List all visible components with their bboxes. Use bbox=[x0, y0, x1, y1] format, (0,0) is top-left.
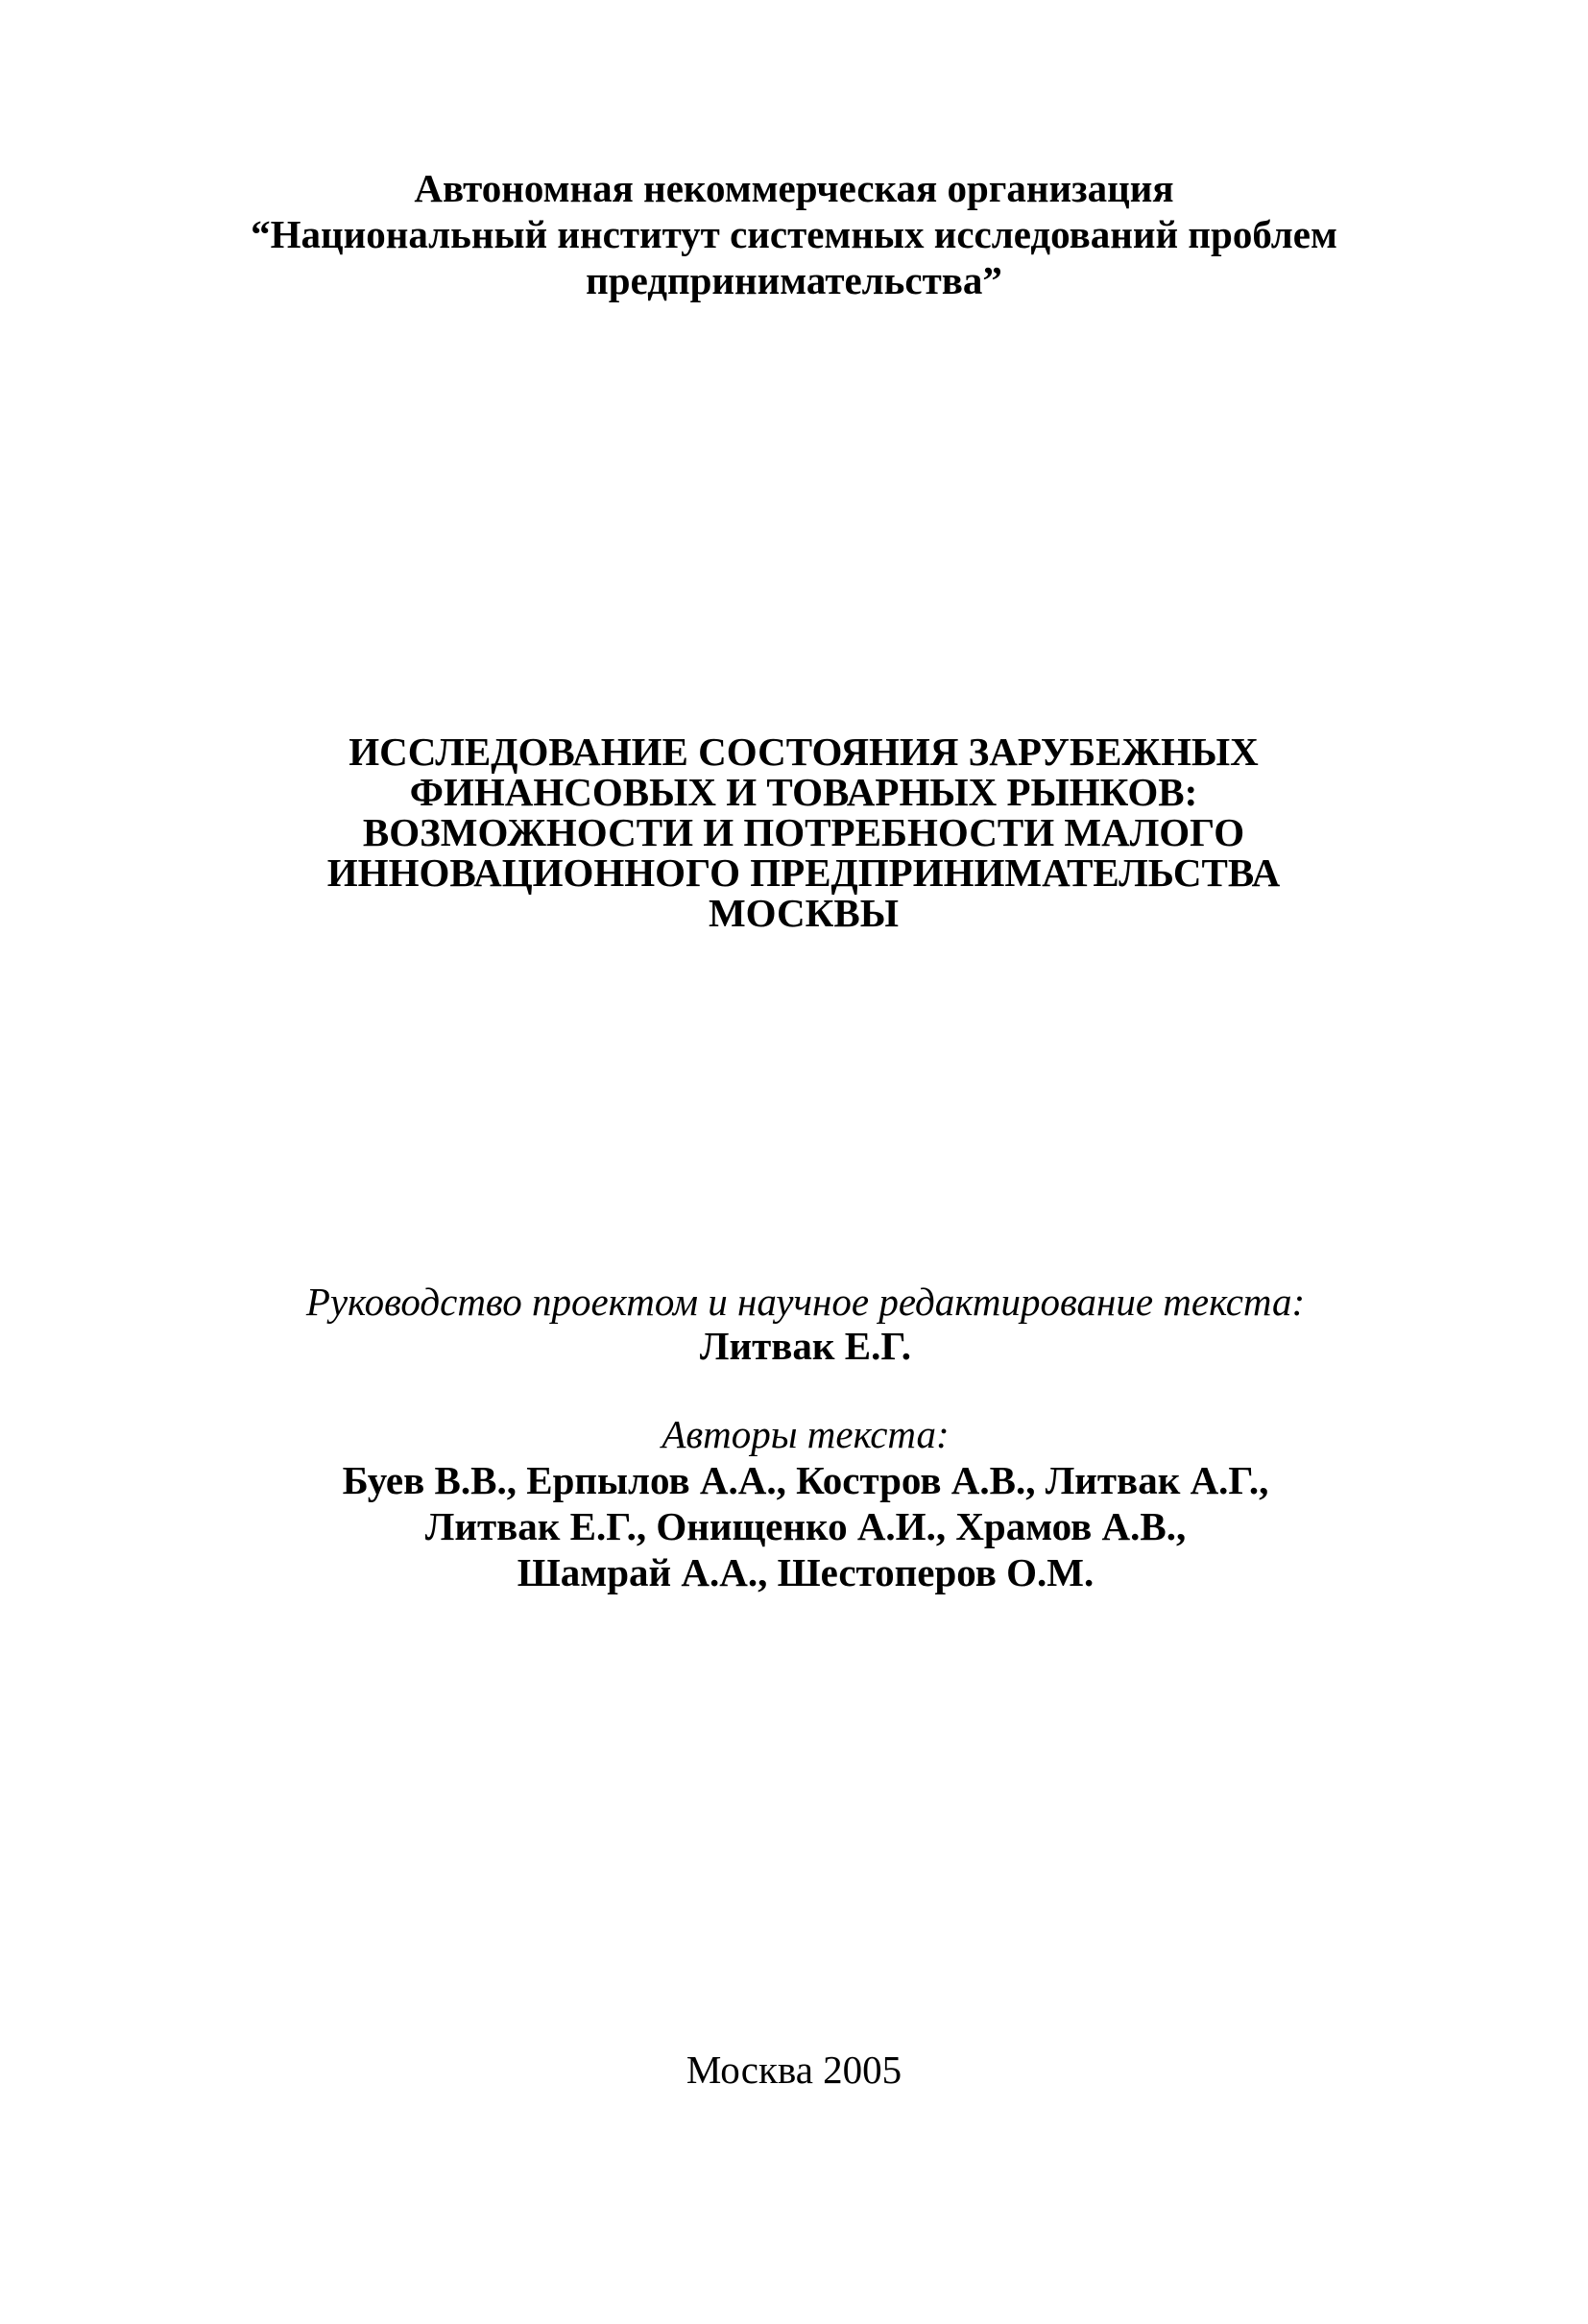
title-line: ВОЗМОЖНОСТИ И ПОТРЕБНОСТИ МАЛОГО bbox=[362, 810, 1245, 854]
imprint-place-year bbox=[0, 2047, 1588, 2093]
project-lead bbox=[12, 1280, 1588, 1368]
authors-line: Литвак Е.Г., Онищенко А.И., Храмов А.В., bbox=[424, 1504, 1187, 1548]
document-title bbox=[10, 731, 1588, 933]
organization-header bbox=[0, 165, 1588, 303]
authors-line: Буев В.В., Ерпылов А.А., Костров А.В., Литвак А.Г., bbox=[342, 1458, 1269, 1502]
organization-line: Автономная некоммерческая организация bbox=[414, 166, 1174, 210]
organization-line: “Национальный институт системных исследований проблем bbox=[251, 212, 1337, 256]
title-line: ИССЛЕДОВАНИЕ СОСТОЯНИЯ ЗАРУБЕЖНЫХ bbox=[349, 730, 1259, 774]
imprint-text: Москва 2005 bbox=[686, 2048, 902, 2092]
title-line: ФИНАНСОВЫХ И ТОВАРНЫХ РЫНКОВ: bbox=[409, 770, 1198, 814]
authors-caption: Авторы текста: bbox=[662, 1412, 950, 1456]
authors-line: Шамрай А.А., Шестоперов О.М. bbox=[517, 1550, 1095, 1594]
organization-line: предпринимательства” bbox=[586, 258, 1002, 302]
title-line: ИННОВАЦИОННОГО ПРЕДПРИНИМАТЕЛЬСТВА bbox=[326, 851, 1281, 895]
authors-section bbox=[12, 1411, 1588, 1595]
project-lead-caption: Руководство проектом и научное редактирование текста: bbox=[305, 1280, 1306, 1324]
title-line: МОСКВЫ bbox=[708, 891, 900, 935]
project-lead-name: Литвак Е.Г. bbox=[699, 1324, 912, 1368]
